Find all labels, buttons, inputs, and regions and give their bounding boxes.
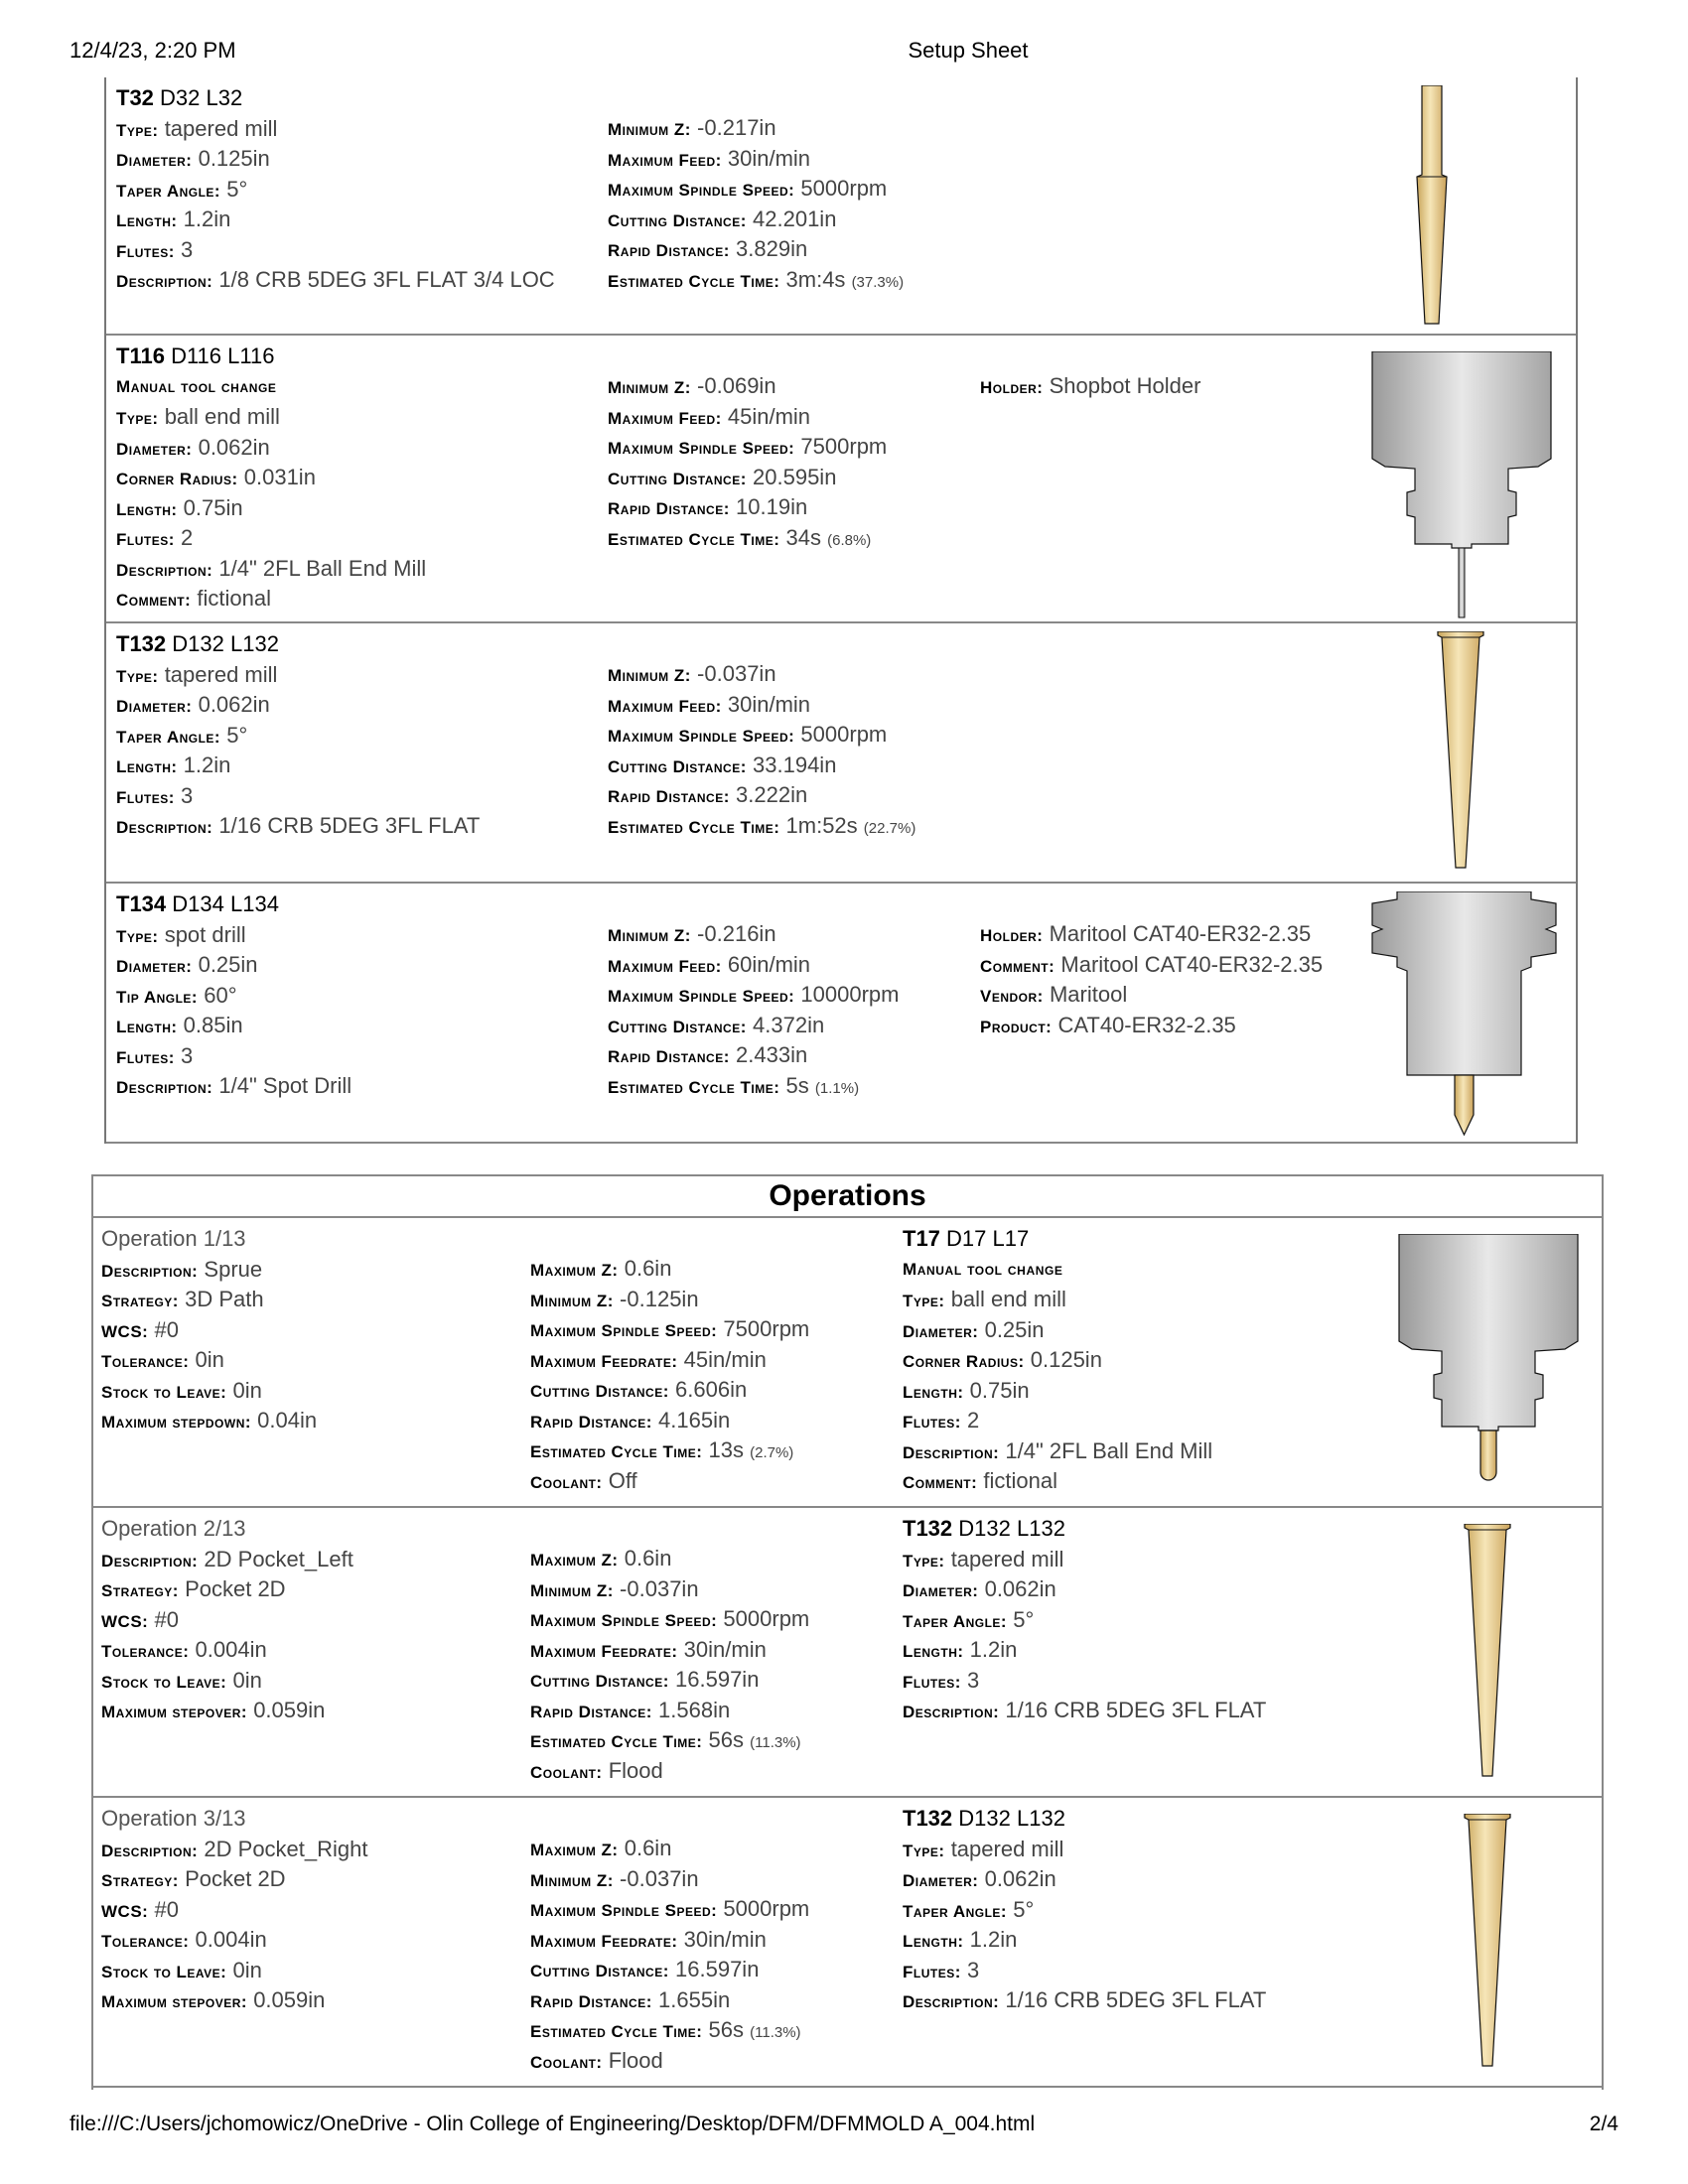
op-max-feedrate: 30in/min: [683, 1636, 767, 1662]
tool-max-spindle: 5000rpm: [800, 176, 888, 201]
tool-description: 1/16 CRB 5DEG 3FL FLAT: [218, 813, 481, 838]
tool-product: CAT40-ER32-2.35: [1057, 1012, 1236, 1037]
operation-title: Operation 1/13: [101, 1226, 246, 1251]
op-tool-diameter: 0.25in: [984, 1316, 1045, 1342]
tool-max-feed: 30in/min: [727, 145, 811, 171]
operations-table: [91, 1174, 1604, 2090]
op-strategy: Pocket 2D: [185, 1866, 286, 1891]
tool-flutes: 3: [181, 1042, 194, 1068]
tool-taper-angle: 5°: [226, 176, 248, 202]
op-coolant: Flood: [608, 1757, 663, 1783]
op-max-z: 0.6in: [624, 1546, 672, 1570]
tool-diameter: 0.062in: [198, 434, 270, 460]
tool-length: 1.2in: [183, 752, 231, 777]
tool-taper-angle: 5°: [226, 722, 248, 748]
op-stock-to-leave: 0in: [232, 1667, 262, 1693]
tool-cycle-time: 34s: [785, 524, 821, 550]
tool-flutes: 3: [181, 236, 194, 262]
op-cycle-time: 56s: [708, 2017, 744, 2042]
tool-diameter: 0.125in: [198, 146, 270, 171]
manual-tool-change: Manual tool change: [903, 1259, 1063, 1279]
tool-length: 0.85in: [183, 1013, 243, 1037]
tool-holder: Shopbot Holder: [1049, 373, 1201, 398]
op-tool-description: 1/16 CRB 5DEG 3FL FLAT: [1005, 1987, 1267, 2012]
op-description: Sprue: [204, 1256, 263, 1282]
op-coolant: Flood: [608, 2047, 663, 2073]
tool-cutting-distance: 33.194in: [753, 751, 837, 777]
op-cutting-distance: 16.597in: [675, 1957, 760, 1981]
header-date: 12/4/23, 2:20 PM: [70, 38, 236, 63]
tool-tip-angle: 60°: [204, 982, 237, 1008]
op-max-feedrate: 30in/min: [683, 1926, 767, 1952]
tool-length: 0.75in: [183, 494, 243, 520]
op-description: 2D Pocket_Left: [204, 1546, 353, 1571]
op-max-z: 0.6in: [624, 1836, 672, 1860]
tool-row-t134: T134 D134 L134 Type: spot drill Diameter: 0.25in Tip Angle: 60° Length: 0.85in Flutes: 3 Description: 1/4" Spot Drill Minimum Z: -0.216in Maximum Feed: 60in/min Maximum Spindle Speed: 10000rpm Cutting Distance: 4.372in Rapid Distance: 2.433in Estimated Cycle Time: 5s (1.1%) Holder: Maritool CAT40-ER32-2.35 Comment: Maritool CAT40-ER32-2.35 Vendor: Maritool Product: CAT40-ER32-2.35: [106, 884, 1576, 1144]
tool-title: T116 D116 L116: [116, 343, 275, 368]
tapered-mill-icon: [1459, 1524, 1518, 1782]
op-tool-type: ball end mill: [950, 1287, 1066, 1311]
op-tool-flutes: 2: [967, 1408, 980, 1433]
tool-type: ball end mill: [164, 404, 280, 429]
tool-cycle-time: 3m:4s: [785, 266, 846, 292]
op-tool-corner-radius: 0.125in: [1030, 1347, 1102, 1372]
op-min-z: -0.037in: [620, 1865, 699, 1891]
op-min-z: -0.037in: [620, 1575, 699, 1601]
op-tool-flutes: 3: [967, 1957, 980, 1982]
tool-title: T134 D134 L134: [116, 891, 279, 916]
tool-max-feed: 60in/min: [727, 951, 811, 977]
op-stepover: 0.059in: [253, 1987, 326, 2012]
op-wcs: #0: [154, 1896, 179, 1922]
op-tool-title: T132 D132 L132: [903, 1516, 1065, 1541]
tool-max-feed: 30in/min: [727, 691, 811, 717]
holder-ball-mill-icon: [1394, 1234, 1583, 1492]
op-wcs: #0: [154, 1316, 179, 1342]
op-max-z: 0.6in: [624, 1256, 672, 1281]
tool-cutting-distance: 20.595in: [753, 464, 837, 489]
op-tool-type: tapered mill: [950, 1836, 1064, 1861]
tool-description: 1/8 CRB 5DEG 3FL FLAT 3/4 LOC: [218, 267, 555, 292]
tool-rapid-distance: 3.222in: [736, 782, 808, 807]
op-tool-length: 1.2in: [969, 1637, 1018, 1662]
tapered-mill-icon: [1432, 631, 1491, 875]
op-cutting-distance: 6.606in: [675, 1377, 748, 1402]
tool-max-spindle: 10000rpm: [800, 982, 900, 1007]
tool-corner-radius: 0.031in: [243, 465, 316, 489]
op-rapid-distance: 1.568in: [658, 1697, 731, 1722]
tool-diameter: 0.062in: [198, 692, 270, 717]
manual-tool-change: Manual tool change: [116, 376, 277, 396]
op-tool-description: 1/16 CRB 5DEG 3FL FLAT: [1005, 1698, 1267, 1722]
op-tolerance: 0in: [195, 1347, 224, 1372]
footer-file-path: file:///C:/Users/jchomowicz/OneDrive - Olin College of Engineering/Desktop/DFM/DFMMOLD A_004.html: [70, 2113, 1036, 2135]
op-tool-flutes: 3: [967, 1667, 980, 1693]
op-tool-title: T17 D17 L17: [903, 1226, 1030, 1251]
tool-type: tapered mill: [164, 661, 278, 687]
operation-row-2: Operation 2/13 Description: 2D Pocket_Left Strategy: Pocket 2D WCS: #0 Tolerance: 0.004in Stock to Leave: 0in Maximum stepover: 0.059in Maximum Z: 0.6in Minimum Z: -0.037in Maximum Spindle Speed: 5000rpm Maximum Feedrate: 30in/min Cutting Distance: 16.597in Rapid Distance: 1.568in Estimated Cycle Time: 56s (11.3%) Coolant: Flood T132 D132 L132 Type: tapered mill Diameter: 0.062in Taper Angle: 5° Length: 1.2in Flutes: 3 Description: 1/16 CRB 5DEG 3FL FLAT: [93, 1508, 1602, 1798]
tool-description: 1/4" 2FL Ball End Mill: [218, 555, 427, 581]
holder-ball-mill-icon: [1367, 351, 1556, 619]
op-stock-to-leave: 0in: [232, 1377, 262, 1403]
tapered-mill-icon: [1459, 1814, 1518, 2072]
tool-length: 1.2in: [183, 206, 231, 231]
tool-row-t116: T116 D116 L116 Manual tool change Type: ball end mill Diameter: 0.062in Corner Radius: 0.031in Length: 0.75in Flutes: 2 Description: 1/4" 2FL Ball End Mill Comment: fictional Minimum Z: -0.069in Maximum Feed: 45in/min Maximum Spindle Speed: 7500rpm Cutting Distance: 20.595in Rapid Distance: 10.19in Estimated Cycle Time: 34s (6.8%) Holder: Shopbot Holder: [106, 336, 1576, 623]
tool-flutes: 3: [181, 782, 194, 808]
tool-cutting-distance: 4.372in: [753, 1012, 825, 1037]
op-max-feedrate: 45in/min: [683, 1346, 767, 1372]
op-tool-comment: fictional: [983, 1468, 1057, 1493]
tool-cutting-distance: 42.201in: [753, 205, 837, 231]
op-min-z: -0.125in: [620, 1286, 699, 1311]
op-rapid-distance: 4.165in: [658, 1407, 731, 1433]
tool-type: spot drill: [164, 921, 246, 947]
tool-cycle-time: 1m:52s: [785, 812, 858, 838]
op-tool-length: 1.2in: [969, 1927, 1018, 1952]
op-wcs: #0: [154, 1606, 179, 1632]
tool-max-feed: 45in/min: [727, 403, 811, 429]
tool-rapid-distance: 10.19in: [736, 494, 808, 519]
op-tool-diameter: 0.062in: [984, 1866, 1056, 1891]
tool-title: T32 D32 L32: [116, 85, 243, 110]
tool-vendor: Maritool: [1049, 982, 1128, 1007]
tool-max-spindle: 5000rpm: [800, 722, 888, 747]
op-tool-description: 1/4" 2FL Ball End Mill: [1005, 1437, 1213, 1463]
op-tool-taper-angle: 5°: [1013, 1896, 1035, 1922]
op-strategy: Pocket 2D: [185, 1576, 286, 1601]
tapered-mill-icon: [1397, 85, 1467, 329]
tool-row-t132: T132 D132 L132 Type: tapered mill Diameter: 0.062in Taper Angle: 5° Length: 1.2in Flutes: 3 Description: 1/16 CRB 5DEG 3FL FLAT Minimum Z: -0.037in Maximum Feed: 30in/min Maximum Spindle Speed: 5000rpm Cutting Distance: 33.194in Rapid Distance: 3.222in Estimated Cycle Time: 1m:52s (22.7%): [106, 623, 1576, 884]
tool-diameter: 0.25in: [198, 952, 258, 977]
op-rapid-distance: 1.655in: [658, 1986, 731, 2012]
tool-description: 1/4" Spot Drill: [218, 1073, 352, 1098]
tool-min-z: -0.069in: [697, 373, 776, 398]
op-stock-to-leave: 0in: [232, 1957, 262, 1982]
op-cycle-time: 56s: [708, 1727, 744, 1752]
op-max-spindle: 5000rpm: [723, 1896, 810, 1921]
tool-rapid-distance: 3.829in: [736, 236, 808, 261]
tool-row-t32: T32 D32 L32 Type: tapered mill Diameter: 0.125in Taper Angle: 5° Length: 1.2in Flutes: 3 Description: 1/8 CRB 5DEG 3FL FLAT 3/4 LOC Minimum Z: -0.217in Maximum Feed: 30in/min Maximum Spindle Speed: 5000rpm Cutting Distance: 42.201in Rapid Distance: 3.829in Estimated Cycle Time: 3m:4s (37.3%): [106, 77, 1576, 336]
op-tool-length: 0.75in: [969, 1377, 1030, 1403]
op-tolerance: 0.004in: [195, 1637, 267, 1662]
op-strategy: 3D Path: [185, 1287, 264, 1311]
op-tool-taper-angle: 5°: [1013, 1606, 1035, 1632]
operation-row-3: Operation 3/13 Description: 2D Pocket_Right Strategy: Pocket 2D WCS: #0 Tolerance: 0.004in Stock to Leave: 0in Maximum stepover: 0.059in Maximum Z: 0.6in Minimum Z: -0.037in Maximum Spindle Speed: 5000rpm Maximum Feedrate: 30in/min Cutting Distance: 16.597in Rapid Distance: 1.655in Estimated Cycle Time: 56s (11.3%) Coolant: Flood T132 D132 L132 Type: tapered mill Diameter: 0.062in Taper Angle: 5° Length: 1.2in Flutes: 3 Description: 1/16 CRB 5DEG 3FL FLAT: [93, 1798, 1602, 2088]
tool-comment: fictional: [197, 586, 271, 611]
tool-type: tapered mill: [164, 115, 278, 141]
op-stepdown: 0.04in: [257, 1408, 318, 1433]
tool-cycle-time: 5s: [785, 1072, 809, 1098]
tool-min-z: -0.216in: [697, 921, 776, 946]
op-max-spindle: 7500rpm: [723, 1316, 810, 1341]
op-description: 2D Pocket_Right: [204, 1836, 368, 1861]
op-max-spindle: 5000rpm: [723, 1606, 810, 1631]
tool-min-z: -0.037in: [697, 661, 776, 686]
header-title: Setup Sheet: [908, 38, 1029, 63]
tool-holder: Maritool CAT40-ER32-2.35: [1049, 921, 1312, 946]
footer-page-number: 2/4: [1589, 2113, 1618, 2135]
tool-flutes: 2: [181, 525, 194, 550]
op-cycle-time: 13s: [708, 1437, 744, 1462]
operation-title: Operation 2/13: [101, 1516, 246, 1541]
tools-table: [104, 77, 1578, 1144]
op-stepover: 0.059in: [253, 1698, 326, 1722]
tool-title: T132 D132 L132: [116, 631, 279, 656]
op-tool-type: tapered mill: [950, 1546, 1064, 1571]
operation-row-1: Operation 1/13 Description: Sprue Strategy: 3D Path WCS: #0 Tolerance: 0in Stock to Leave: 0in Maximum stepdown: 0.04in Maximum Z: 0.6in Minimum Z: -0.125in Maximum Spindle Speed: 7500rpm Maximum Feedrate: 45in/min Cutting Distance: 6.606in Rapid Distance: 4.165in Estimated Cycle Time: 13s (2.7%) Coolant: Off T17 D17 L17 Manual tool change Type: ball end mill Diameter: 0.25in Corner Radius: 0.125in Length: 0.75in Flutes: 2 Description: 1/4" 2FL Ball End Mill Comment: fictional: [93, 1218, 1602, 1508]
op-tool-title: T132 D132 L132: [903, 1806, 1065, 1831]
tool-comment: Maritool CAT40-ER32-2.35: [1060, 951, 1324, 977]
op-cutting-distance: 16.597in: [675, 1667, 760, 1692]
operations-title: Operations: [93, 1176, 1602, 1218]
tool-rapid-distance: 2.433in: [736, 1042, 808, 1067]
op-tolerance: 0.004in: [195, 1927, 267, 1952]
operation-title: Operation 3/13: [101, 1806, 246, 1831]
holder-spot-drill-icon: [1367, 891, 1561, 1140]
op-coolant: Off: [608, 1467, 637, 1493]
tool-min-z: -0.217in: [697, 115, 776, 140]
op-tool-diameter: 0.062in: [984, 1576, 1056, 1601]
tool-max-spindle: 7500rpm: [800, 434, 888, 459]
